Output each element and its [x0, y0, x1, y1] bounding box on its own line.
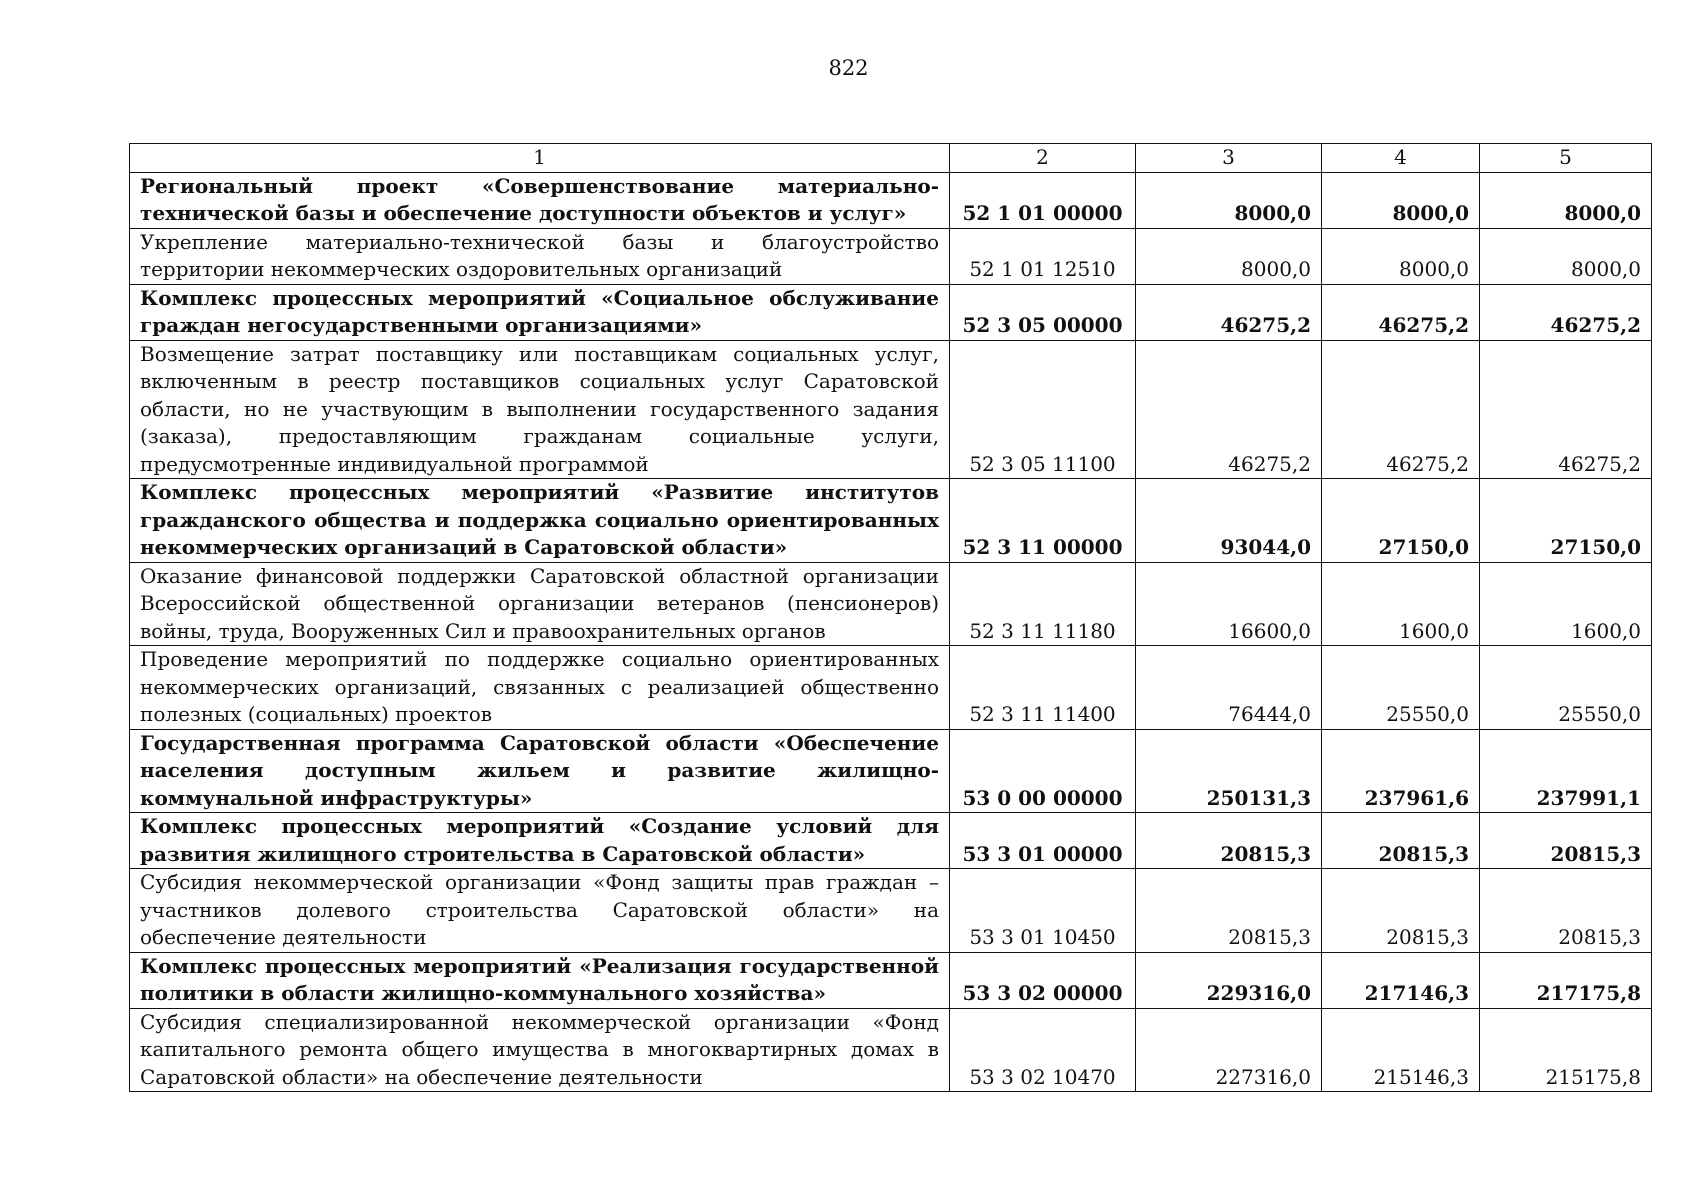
- table-row: [130, 646, 1652, 730]
- row-value-col4-cell: 46275,2: [1322, 284, 1480, 340]
- row-name-cell: Оказание финансовой поддержки Саратовской областной организации Всероссийской общественной организации ветеранов (пенсионеров) войны, труда, Вооруженных Сил и правоохранительных органов: [130, 562, 950, 646]
- row-name-cell: Государственная программа Саратовской области «Обеспечение населения доступным жильем и развитие жилищно-коммунальной инфраструктуры»: [130, 729, 950, 813]
- table-row: [130, 479, 1652, 563]
- row-code-cell: 52 3 11 11400: [950, 646, 1136, 730]
- row-value-col4-cell: 217146,3: [1322, 952, 1480, 1008]
- row-value-col3-cell: 250131,3: [1136, 729, 1322, 813]
- row-value-col3-cell: 20815,3: [1136, 869, 1322, 953]
- table-row: [130, 1008, 1652, 1092]
- row-value-col5-cell: 27150,0: [1480, 479, 1652, 563]
- row-value-col5-cell: 46275,2: [1480, 340, 1652, 479]
- budget-table: [129, 143, 1652, 1092]
- row-code-cell: 53 0 00 00000: [950, 729, 1136, 813]
- row-value-col5-cell: 46275,2: [1480, 284, 1652, 340]
- column-header-4: 4: [1322, 144, 1480, 173]
- row-code-cell: 52 3 05 00000: [950, 284, 1136, 340]
- row-value-col5-cell: 237991,1: [1480, 729, 1652, 813]
- table-body: [130, 172, 1652, 1092]
- row-code-cell: 52 1 01 12510: [950, 228, 1136, 284]
- column-header-2: 2: [950, 144, 1136, 173]
- row-value-col3-cell: 76444,0: [1136, 646, 1322, 730]
- column-header-5: 5: [1480, 144, 1652, 173]
- row-value-col4-cell: 1600,0: [1322, 562, 1480, 646]
- row-name-cell: Проведение мероприятий по поддержке социально ориентированных некоммерческих организаций, связанных с реализацией общественно полезных (социальных) проектов: [130, 646, 950, 730]
- row-code-cell: 52 3 11 00000: [950, 479, 1136, 563]
- row-code-cell: 52 3 11 11180: [950, 562, 1136, 646]
- row-value-col5-cell: 20815,3: [1480, 813, 1652, 869]
- row-value-col3-cell: 46275,2: [1136, 340, 1322, 479]
- row-code-cell: 52 3 05 11100: [950, 340, 1136, 479]
- row-value-col5-cell: 215175,8: [1480, 1008, 1652, 1092]
- row-value-col4-cell: 20815,3: [1322, 869, 1480, 953]
- row-name-cell: Комплекс процессных мероприятий «Развитие институтов гражданского общества и поддержка социально ориентированных некоммерческих организаций в Саратовской области»: [130, 479, 950, 563]
- table-row: [130, 340, 1652, 479]
- row-value-col4-cell: 25550,0: [1322, 646, 1480, 730]
- row-value-col5-cell: 8000,0: [1480, 228, 1652, 284]
- row-value-col3-cell: 16600,0: [1136, 562, 1322, 646]
- row-value-col3-cell: 8000,0: [1136, 172, 1322, 228]
- row-value-col4-cell: 20815,3: [1322, 813, 1480, 869]
- table-row: [130, 172, 1652, 228]
- row-value-col5-cell: 25550,0: [1480, 646, 1652, 730]
- row-value-col4-cell: 8000,0: [1322, 172, 1480, 228]
- table-row: [130, 813, 1652, 869]
- row-value-col5-cell: 217175,8: [1480, 952, 1652, 1008]
- row-name-cell: Укрепление материально-технической базы и благоустройство территории некоммерческих оздоровительных организаций: [130, 228, 950, 284]
- table-row: [130, 952, 1652, 1008]
- row-value-col3-cell: 46275,2: [1136, 284, 1322, 340]
- row-value-col3-cell: 229316,0: [1136, 952, 1322, 1008]
- row-value-col4-cell: 27150,0: [1322, 479, 1480, 563]
- row-value-col4-cell: 215146,3: [1322, 1008, 1480, 1092]
- row-value-col5-cell: 1600,0: [1480, 562, 1652, 646]
- row-name-cell: Субсидия специализированной некоммерческой организации «Фонд капитального ремонта общего имущества в многоквартирных домах в Саратовской области» на обеспечение деятельности: [130, 1008, 950, 1092]
- table-row: [130, 729, 1652, 813]
- row-name-cell: Комплекс процессных мероприятий «Реализация государственной политики в области жилищно-коммунального хозяйства»: [130, 952, 950, 1008]
- row-name-cell: Комплекс процессных мероприятий «Создание условий для развития жилищного строительства в Саратовской области»: [130, 813, 950, 869]
- row-name-cell: Возмещение затрат поставщику или поставщикам социальных услуг, включенным в реестр поставщиков социальных услуг Саратовской области, но не участвующим в выполнении государственного задания (заказа), предоставляющим гражданам социальные услуги, предусмотренные индивидуальной программой: [130, 340, 950, 479]
- row-value-col5-cell: 20815,3: [1480, 869, 1652, 953]
- row-code-cell: 52 1 01 00000: [950, 172, 1136, 228]
- row-value-col3-cell: 93044,0: [1136, 479, 1322, 563]
- row-value-col3-cell: 227316,0: [1136, 1008, 1322, 1092]
- row-value-col4-cell: 8000,0: [1322, 228, 1480, 284]
- page-number: 822: [828, 56, 869, 80]
- row-value-col4-cell: 46275,2: [1322, 340, 1480, 479]
- table-row: [130, 228, 1652, 284]
- row-name-cell: Комплекс процессных мероприятий «Социальное обслуживание граждан негосударственными организациями»: [130, 284, 950, 340]
- header-row: [130, 144, 1652, 173]
- row-value-col3-cell: 20815,3: [1136, 813, 1322, 869]
- row-code-cell: 53 3 02 00000: [950, 952, 1136, 1008]
- column-header-3: 3: [1136, 144, 1322, 173]
- row-name-cell: Субсидия некоммерческой организации «Фонд защиты прав граждан – участников долевого строительства Саратовской области» на обеспечение деятельности: [130, 869, 950, 953]
- row-code-cell: 53 3 02 10470: [950, 1008, 1136, 1092]
- row-code-cell: 53 3 01 10450: [950, 869, 1136, 953]
- table-row: [130, 284, 1652, 340]
- row-name-cell: Региональный проект «Совершенствование материально-технической базы и обеспечение доступности объектов и услуг»: [130, 172, 950, 228]
- row-value-col3-cell: 8000,0: [1136, 228, 1322, 284]
- row-value-col5-cell: 8000,0: [1480, 172, 1652, 228]
- table-row: [130, 869, 1652, 953]
- column-header-1: 1: [130, 144, 950, 173]
- row-value-col4-cell: 237961,6: [1322, 729, 1480, 813]
- row-code-cell: 53 3 01 00000: [950, 813, 1136, 869]
- table-row: [130, 562, 1652, 646]
